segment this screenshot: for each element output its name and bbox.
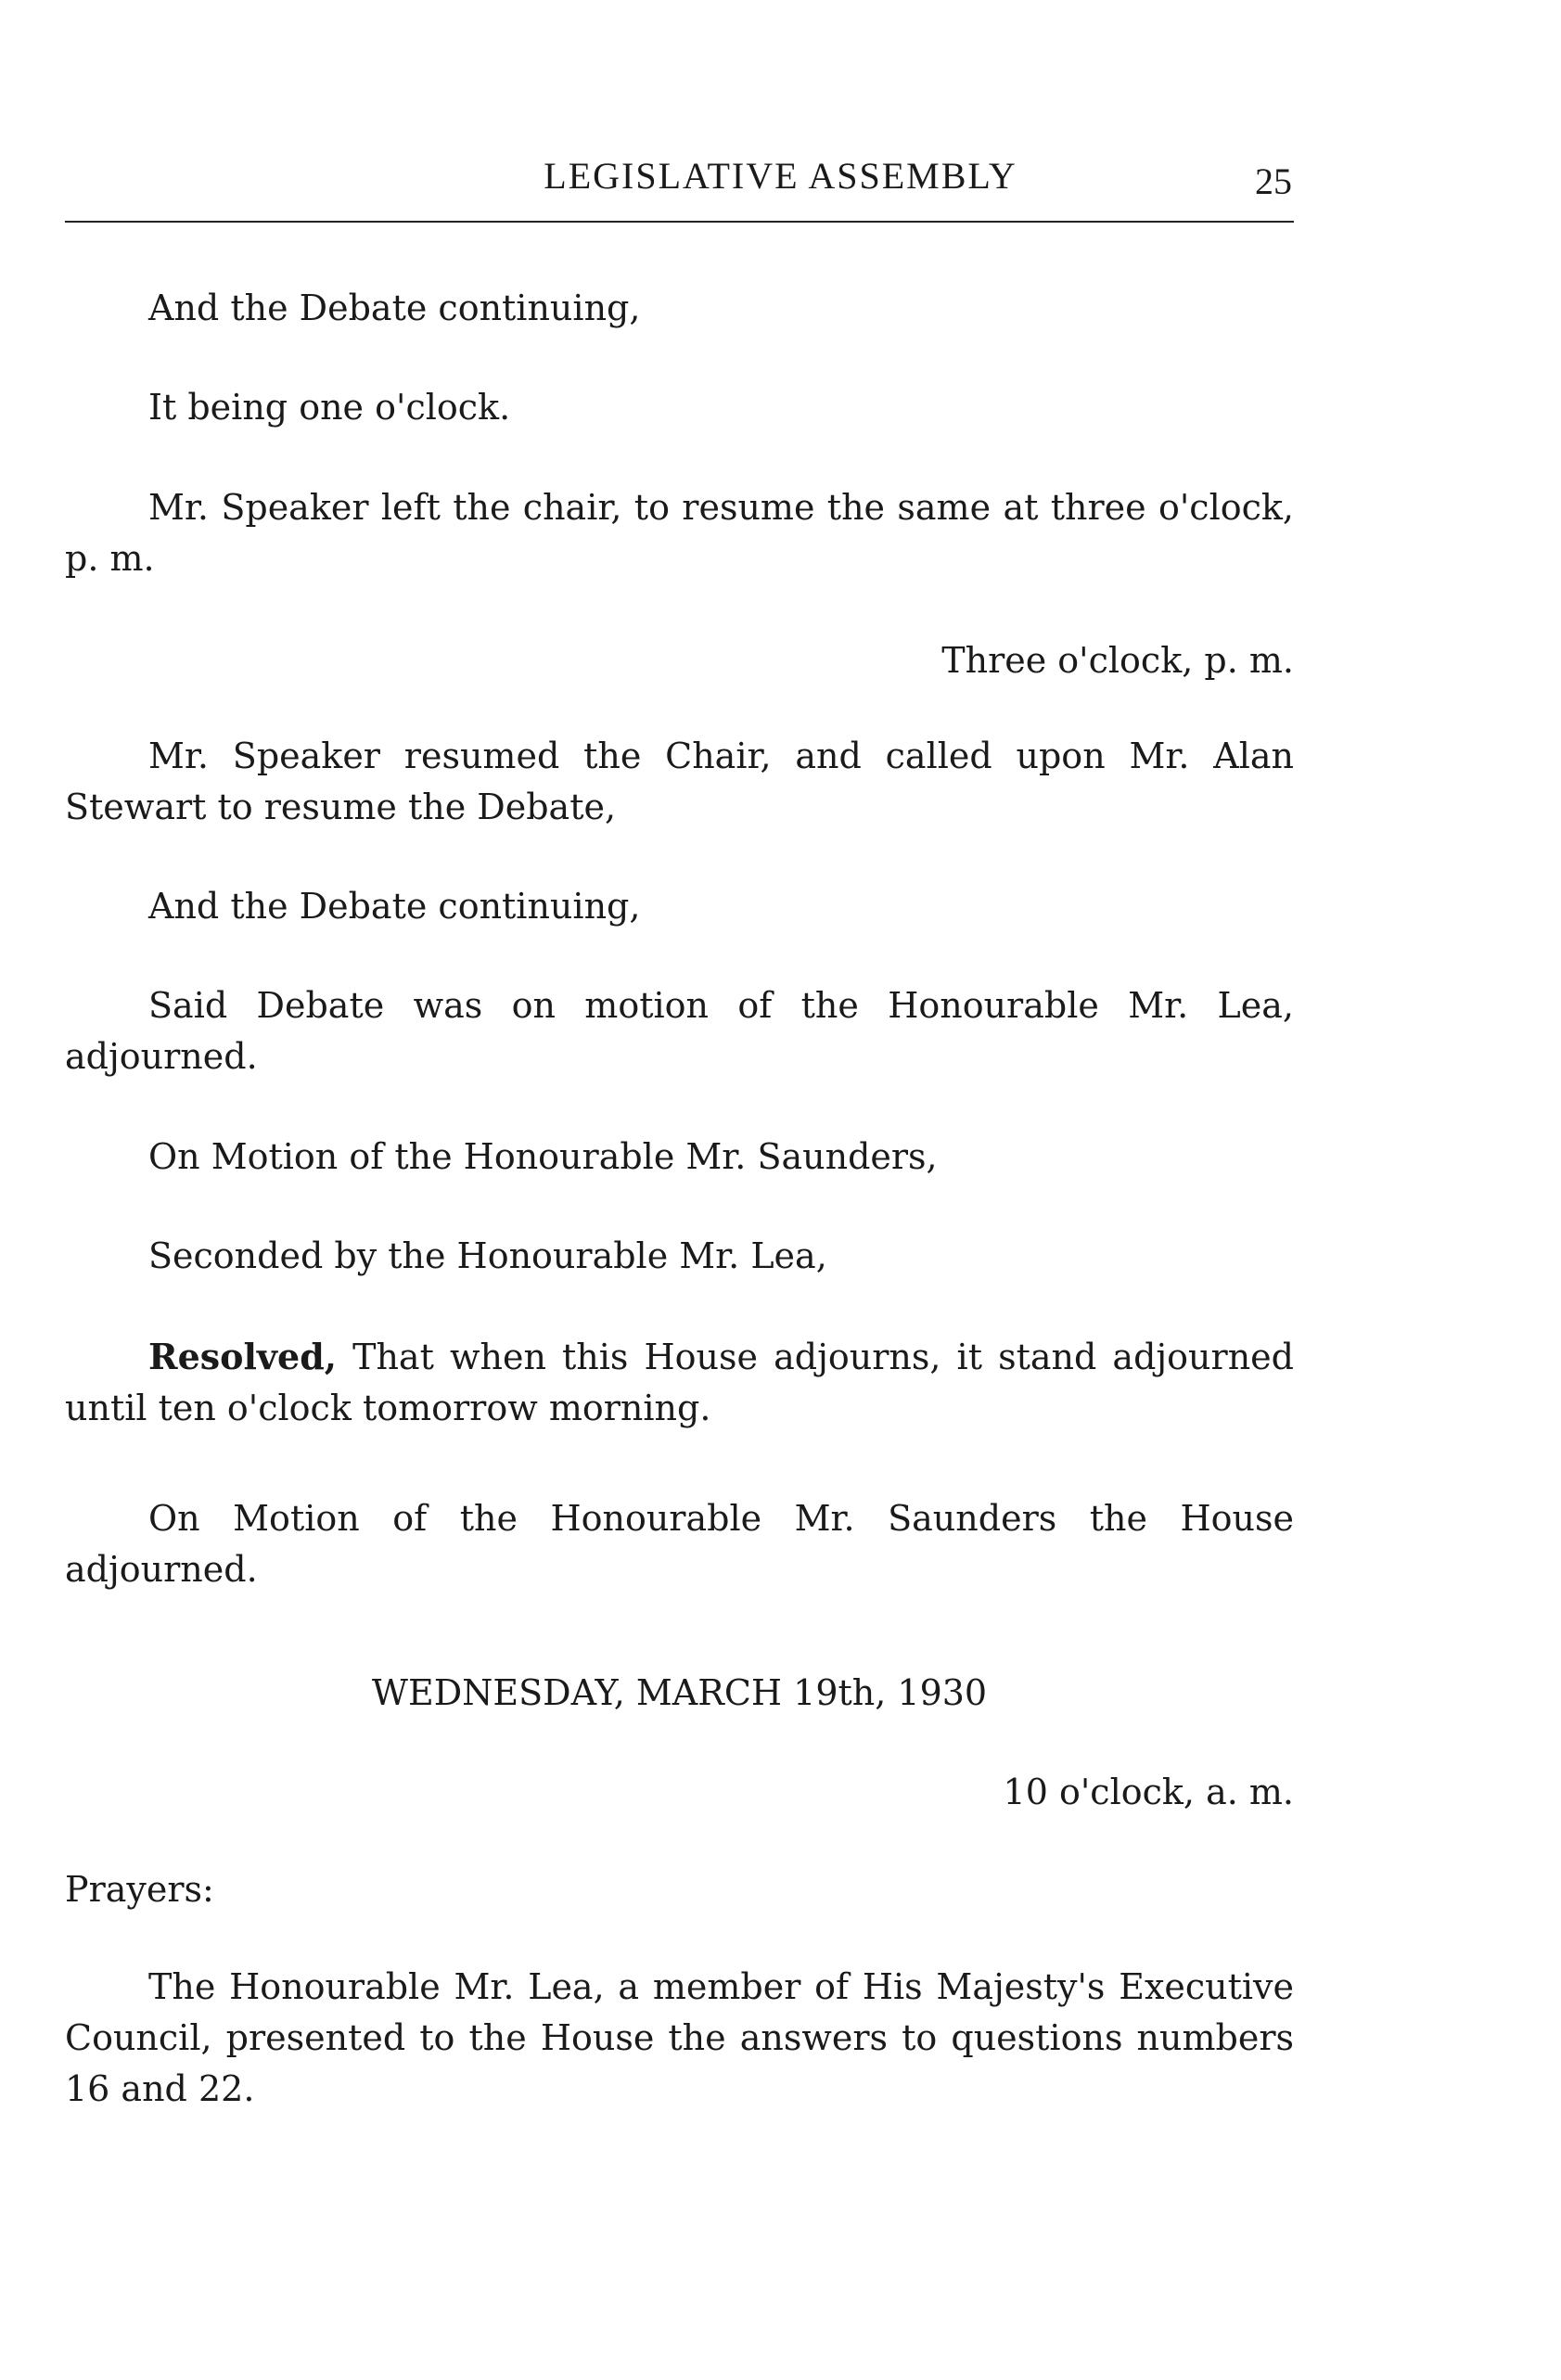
paragraph-motion-saunders: On Motion of the Honourable Mr. Saunders, [148, 1136, 938, 1177]
prayers-label: Prayers: [65, 1869, 214, 1910]
header-rule [65, 221, 1294, 223]
time-three-oclock: Three o'clock, p. m. [941, 640, 1294, 681]
paragraph-house-adjourned: On Motion of the Honourable Mr. Saunders the House adjourned. [65, 1498, 1294, 1590]
paragraph-answers-presented: The Honourable Mr. Lea, a member of His Majesty's Executive Council, presented to the House the answers to questions numbers 16 and 22. [65, 1966, 1294, 2109]
date-heading: WEDNESDAY, MARCH 19th, 1930 [371, 1672, 988, 1713]
paragraph-debate-adjourned: Said Debate was on motion of the Honourable Mr. Lea, adjourned. [65, 985, 1294, 1077]
time-ten-oclock: 10 o'clock, a. m. [1003, 1772, 1294, 1812]
paragraph-one-oclock: It being one o'clock. [148, 387, 511, 428]
resolved-label: Resolved, [148, 1336, 337, 1377]
paragraph-resolved [65, 1331, 1294, 1434]
running-title: LEGISLATIVE ASSEMBLY [544, 155, 1017, 197]
paragraph-debate-continuing-2: And the Debate continuing, [148, 886, 641, 927]
paragraph-speaker-left: Mr. Speaker left the chair, to resume the same at three o'clock, p. m. [65, 487, 1294, 579]
paragraph-seconded-lea: Seconded by the Honourable Mr. Lea, [148, 1235, 827, 1276]
paragraph-speaker-resumed: Mr. Speaker resumed the Chair, and called upon Mr. Alan Stewart to resume the Debate, [65, 736, 1294, 827]
page-number: 25 [1255, 160, 1292, 202]
resolved-text: That when this House adjourns, it stand adjourned until ten o'clock tomorrow morning. [65, 1337, 1294, 1428]
paragraph-debate-continuing-1: And the Debate continuing, [148, 288, 641, 328]
